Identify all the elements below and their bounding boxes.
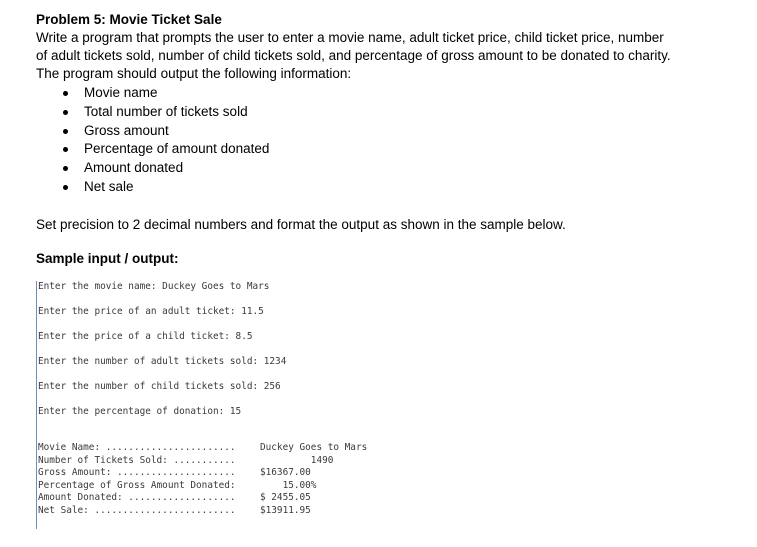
output-item-label: Gross amount: [84, 122, 169, 138]
console-output-row: [37, 467, 736, 480]
console-output-row: [37, 505, 736, 518]
output-value: $16367.00: [260, 467, 311, 479]
output-value: 15.00%: [260, 479, 317, 491]
output-value: $13911.95: [260, 504, 311, 516]
output-item-label: Amount donated: [84, 160, 184, 176]
console-sample: [36, 281, 736, 529]
console-input-line: Enter the price of a child ticket: 8.5: [38, 331, 253, 343]
bullet-icon: [63, 185, 68, 190]
output-list: [36, 84, 736, 197]
output-list-item: [36, 178, 736, 197]
console-output-row: [37, 455, 736, 468]
output-list-item: [36, 140, 736, 159]
description-line: of adult tickets sold, number of child tickets sold, and percentage of gross amount to be donated to charity.: [36, 48, 671, 63]
output-list-item: [36, 103, 736, 122]
output-label: Percentage of Gross Amount Donated:: [38, 479, 236, 491]
console-input-line: Enter the price of an adult ticket: 11.5: [38, 306, 264, 318]
description-line: Write a program that prompts the user to enter a movie name, adult ticket price, child ticket price, number: [36, 30, 664, 45]
bullet-icon: [63, 147, 68, 152]
output-item-label: Percentage of amount donated: [84, 141, 270, 157]
output-item-label: Movie name: [84, 85, 158, 100]
bullet-icon: [63, 110, 68, 115]
output-label: Number of Tickets Sold: ...........: [38, 454, 236, 466]
console-blank-line: [37, 431, 736, 442]
console-input-line: Enter the movie name: Duckey Goes to Mars: [38, 281, 270, 293]
output-list-item: [36, 159, 736, 178]
console-input-line: Enter the number of adult tickets sold: 1234: [38, 356, 287, 368]
bullet-icon: [63, 91, 68, 96]
output-item-label: Total number of tickets sold: [84, 103, 248, 119]
bullet-icon: [63, 166, 68, 171]
precision-note: Set precision to 2 decimal numbers and format the output as shown in the sample below.: [36, 216, 566, 232]
output-value: 1490: [260, 454, 334, 466]
console-output-row: [37, 480, 736, 493]
output-label: Gross Amount: .....................: [38, 467, 236, 479]
output-label: Net Sale: .........................: [38, 504, 236, 516]
sample-heading: Sample input / output:: [36, 250, 179, 266]
console-output-row: [37, 492, 736, 505]
console-input-line: Enter the percentage of donation: 15: [38, 406, 242, 418]
console-output-row: [37, 442, 736, 455]
output-list-item: [36, 84, 736, 103]
description-line: The program should output the following information:: [36, 66, 352, 81]
output-label: Amount Donated: ...................: [38, 492, 236, 504]
output-value: $ 2455.05: [260, 492, 311, 504]
output-item-label: Net sale: [84, 178, 134, 194]
output-value: Duckey Goes to Mars: [260, 442, 368, 454]
bullet-icon: [63, 129, 68, 134]
console-input-line: Enter the number of child tickets sold: 256: [38, 381, 281, 393]
output-list-item: [36, 122, 736, 141]
problem-title: Problem 5: Movie Ticket Sale: [36, 12, 222, 27]
console-blank-line: [37, 517, 736, 529]
document: [36, 11, 736, 529]
output-label: Movie Name: .......................: [38, 442, 236, 454]
